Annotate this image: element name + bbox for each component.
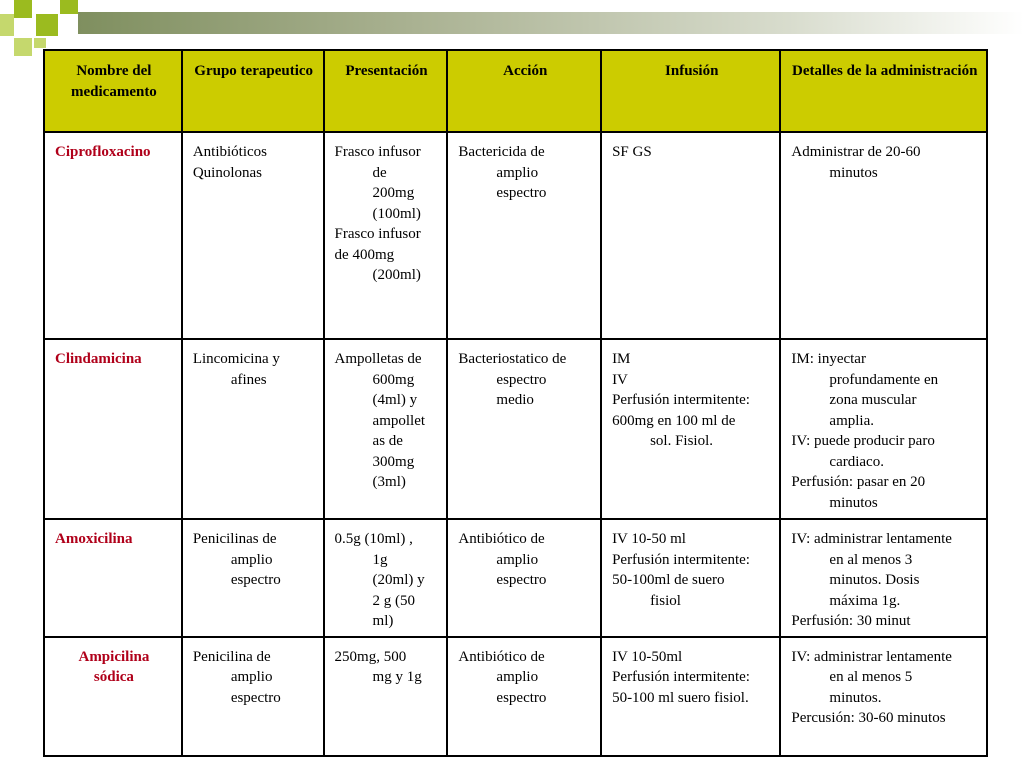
cell-line: Administrar de 20-60 xyxy=(791,144,921,160)
cell-line: Perfusión intermitente: xyxy=(612,551,750,568)
cell-line: IV 10-50 ml xyxy=(612,531,686,547)
cell-line: zona muscular xyxy=(829,392,917,408)
cell-line: SF GS xyxy=(612,144,652,160)
drug-name: Amoxicilina xyxy=(55,531,133,547)
table-header-row xyxy=(44,50,987,132)
header-cell: Grupo terapeutico xyxy=(182,50,324,132)
presentation-cell xyxy=(324,339,448,519)
cell-line: Frasco infusor xyxy=(334,226,421,242)
cell-line: as de xyxy=(372,433,403,449)
cell-line: 50-100ml de suero xyxy=(612,572,725,588)
cell-line: (4ml) y xyxy=(372,392,418,408)
cell-line: 600mg en 100 ml de xyxy=(612,412,736,429)
group-cell xyxy=(182,132,324,339)
action-cell xyxy=(447,339,601,519)
action-cell xyxy=(447,132,601,339)
cell-line: minutos xyxy=(829,494,878,511)
cell-line: Antibióticos xyxy=(192,144,267,160)
decorative-square xyxy=(36,14,58,36)
decorative-square xyxy=(14,0,32,18)
cell-line: 0.5g (10ml) , xyxy=(334,531,413,547)
cell-line: minutos xyxy=(829,164,878,181)
cell-line: espectro xyxy=(230,689,281,706)
cell-line: cardiaco. xyxy=(829,453,884,470)
group-cell xyxy=(182,637,324,756)
infusion-cell xyxy=(601,339,780,519)
drug-name-cell xyxy=(44,519,182,637)
cell-line: ampollet xyxy=(372,412,426,429)
cell-line: Perfusión: 30 minut xyxy=(791,613,911,629)
cell-line: Percusión: 30-60 minutos xyxy=(791,710,946,726)
details-cell xyxy=(780,132,987,339)
drug-name-cell xyxy=(44,132,182,339)
header-gradient-bar xyxy=(78,12,1024,34)
infusion-cell xyxy=(601,637,780,756)
cell-line: amplio xyxy=(230,669,273,685)
group-cell xyxy=(182,519,324,637)
decorative-square xyxy=(0,14,14,36)
presentation-cell xyxy=(324,519,448,637)
cell-line: IM: inyectar xyxy=(791,351,866,367)
cell-line: Ampolletas de xyxy=(334,351,422,367)
cell-line: Perfusión intermitente: xyxy=(612,392,750,408)
decorative-square xyxy=(14,38,32,56)
cell-line: Frasco infusor xyxy=(334,144,421,160)
cell-line: (100ml) xyxy=(372,205,421,222)
details-cell xyxy=(780,519,987,637)
cell-line: 300mg xyxy=(372,453,415,470)
medication-table xyxy=(43,49,988,757)
header-cell: Infusión xyxy=(601,50,780,132)
drug-name: Ciprofloxacino xyxy=(55,144,151,160)
cell-line: 1g xyxy=(372,551,388,568)
cell-line: IM xyxy=(612,351,631,367)
action-cell xyxy=(447,519,601,637)
cell-line: en al menos 3 xyxy=(829,551,913,568)
cell-line: minutos. xyxy=(829,689,882,706)
cell-line: amplio xyxy=(496,164,539,181)
cell-line: mg y 1g xyxy=(372,669,422,685)
infusion-cell xyxy=(601,519,780,637)
cell-line: espectro xyxy=(496,371,547,388)
cell-line: Perfusión: pasar en 20 xyxy=(791,474,926,490)
cell-line: amplio xyxy=(496,669,539,685)
group-cell xyxy=(182,339,324,519)
cell-line: ml) xyxy=(372,613,394,629)
cell-line: espectro xyxy=(496,689,547,706)
drug-name-cell xyxy=(44,339,182,519)
cell-line: 200mg xyxy=(372,185,415,201)
cell-line: espectro xyxy=(230,572,281,588)
cell-line: Antibiótico de xyxy=(458,648,545,665)
cell-line: medio xyxy=(496,392,534,408)
cell-line: IV xyxy=(612,371,628,388)
header-cell: Presentación xyxy=(324,50,448,132)
cell-line: (20ml) y xyxy=(372,572,425,588)
cell-line: máxima 1g. xyxy=(829,592,901,609)
table-row xyxy=(44,339,987,519)
drug-name: sódica xyxy=(93,669,134,685)
drug-name-cell xyxy=(44,637,182,756)
cell-line: IV: puede producir paro xyxy=(791,433,935,449)
cell-line: profundamente en xyxy=(829,371,939,388)
cell-line: minutos. Dosis xyxy=(829,572,920,588)
cell-line: 600mg xyxy=(372,371,415,388)
infusion-cell xyxy=(601,132,780,339)
cell-line: espectro xyxy=(496,572,547,588)
cell-line: amplio xyxy=(496,551,539,568)
cell-line: 250mg, 500 xyxy=(334,648,407,665)
presentation-cell xyxy=(324,637,448,756)
cell-line: (200ml) xyxy=(372,267,421,283)
cell-line: 2 g (50 xyxy=(372,592,416,609)
cell-line: amplio xyxy=(230,551,273,568)
decorative-square xyxy=(60,0,78,14)
cell-line: Bacteriostatico de xyxy=(458,351,567,367)
cell-line: Quinolonas xyxy=(192,164,262,181)
cell-line: de xyxy=(372,164,387,181)
table-row xyxy=(44,132,987,339)
drug-name: Ampicilina xyxy=(78,648,150,665)
cell-line: Lincomicina y xyxy=(192,351,280,367)
cell-line: amplia. xyxy=(829,412,874,429)
cell-line: espectro xyxy=(496,185,547,201)
cell-line: Antibiótico de xyxy=(458,531,545,547)
details-cell xyxy=(780,637,987,756)
cell-line: Perfusión intermitente: xyxy=(612,669,750,685)
table-row xyxy=(44,637,987,756)
header-cell: Acción xyxy=(447,50,601,132)
cell-line: de 400mg xyxy=(334,246,395,263)
cell-line: sol. Fisiol. xyxy=(650,433,713,449)
cell-line: IV: administrar lentamente xyxy=(791,648,952,665)
cell-line: en al menos 5 xyxy=(829,669,913,685)
header-cell: Nombre del medicamento xyxy=(44,50,182,132)
cell-line: IV: administrar lentamente xyxy=(791,531,952,547)
cell-line: fisiol xyxy=(650,592,681,609)
cell-line: afines xyxy=(230,371,267,388)
drug-name: Clindamicina xyxy=(55,351,142,367)
details-cell xyxy=(780,339,987,519)
table-row xyxy=(44,519,987,637)
cell-line: (3ml) xyxy=(372,474,406,490)
action-cell xyxy=(447,637,601,756)
presentation-cell xyxy=(324,132,448,339)
cell-line: Penicilinas de xyxy=(192,531,277,547)
decorative-square xyxy=(34,38,46,48)
cell-line: IV 10-50ml xyxy=(612,648,683,665)
header-cell: Detalles de la administración xyxy=(780,50,987,132)
cell-line: 50-100 ml suero fisiol. xyxy=(612,689,749,706)
cell-line: Bactericida de xyxy=(458,144,545,160)
cell-line: Penicilina de xyxy=(192,648,271,665)
